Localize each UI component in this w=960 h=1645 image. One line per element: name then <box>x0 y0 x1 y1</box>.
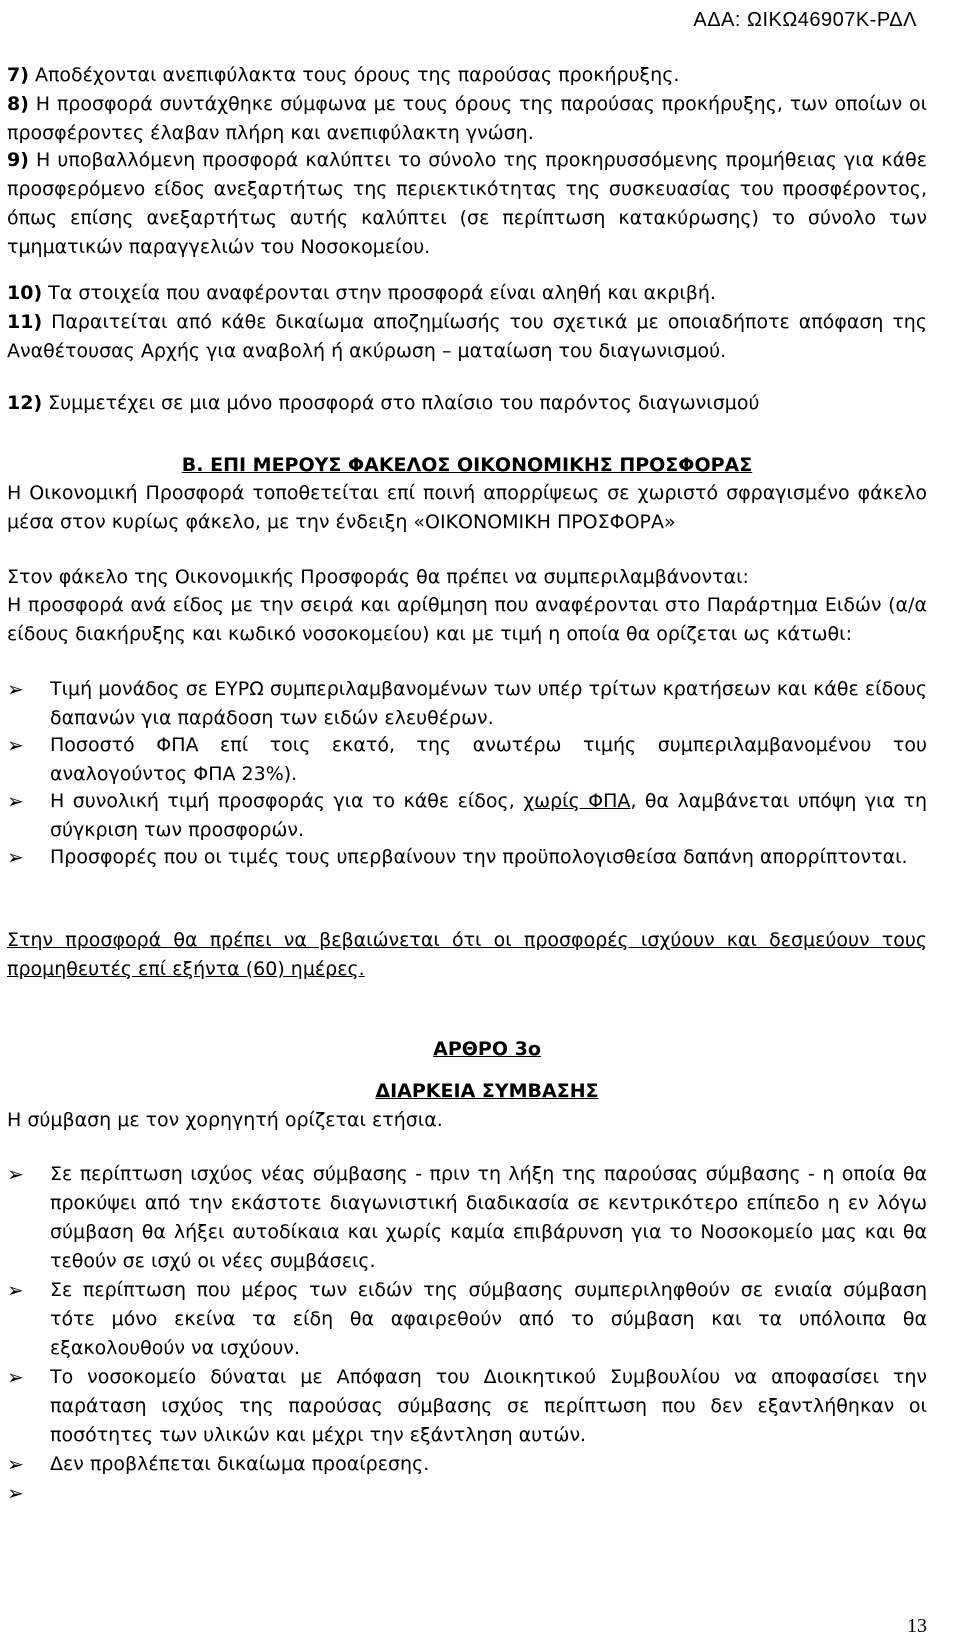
term-text: Αποδέχονται ανεπιφύλακτα τους όρους της παρούσας προκήρυξης. <box>34 64 680 86</box>
list-item: ➢ Το νοσοκομείο δύναται με Απόφαση του Διοικητικού Συμβουλίου να αποφασίσει την παράταση ισχύος της παρούσας σύμβασης σε περίπτωση που δεν εξαντλήθηκαν οι ποσότητες των υλικών και μέχρι την εξάντληση αυτών. <box>7 1365 927 1446</box>
section-b-intro: Η Οικονομική Προσφορά τοποθετείται επί ποινή απορρίψεως σε χωριστό σφραγισμένο φάκελο μέσα στον κυρίως φάκελο, με την ένδειξη «ΟΙΚΟΝΟΜΙΚΗ ΠΡΟΣΦΟΡΑ» <box>7 482 927 533</box>
bullet-arrow-icon: ➢ <box>7 1278 24 1302</box>
page-number: 13 <box>907 1615 927 1637</box>
underlined-term: χωρίς ΦΠΑ <box>523 790 631 812</box>
ada-code: ΑΔΑ: ΩΙΚΩ46907Κ-ΡΔΛ <box>693 9 917 31</box>
article-title: ΑΡΘΡΟ 3ο <box>433 1038 541 1060</box>
bullet-arrow-icon: ➢ <box>7 845 24 869</box>
term-9 <box>7 146 927 262</box>
term-number: 12) <box>7 392 43 414</box>
term-text: Η υποβαλλόμενη προσφορά καλύπτει το σύνολο της προκηρυσσόμενης προμήθειας για κάθε προσφερόμενο είδος ανεξαρτήτως της περιεκτικότητας της συσκευασίας του προσφέροντος, όπως επίσης ανεξαρτήτως αυτής καλύπτει (σε περίπτωση κατακύρωσης) το σύνολο των τμηματικών παραγγελιών του Νοσοκομείου. <box>7 149 927 258</box>
term-text: Παραιτείται από κάθε δικαίωμα αποζημίωσής του σχετικά με οποιαδήποτε απόφαση της Αναθέτουσας Αρχής για αναβολή ή ακύρωση – ματαίωση του διαγωνισμού. <box>7 311 927 362</box>
article-subtitle: ΔΙΑΡΚΕΙΑ ΣΥΜΒΑΣΗΣ <box>375 1080 599 1102</box>
bullet-arrow-icon: ➢ <box>7 1162 24 1186</box>
term-11 <box>7 308 927 366</box>
section-b-offer-line: Η προσφορά ανά είδος με την σειρά και αρίθμηση που αναφέρονται στο Παράρτημα Ειδών (α/α είδους διακήρυξης και κωδικό νοσοκομείου) και με τιμή η οποία θα ορίζεται ως κάτωθι: <box>7 594 927 645</box>
term-number: 9) <box>7 149 29 171</box>
term-number: 8) <box>7 93 29 115</box>
term-number: 7) <box>7 64 29 86</box>
list-item: ➢ Σε περίπτωση που μέρος των ειδών της σύμβασης συμπεριληφθούν σε ενιαία σύμβαση τότε μόνο εκείνα τα είδη θα αφαιρεθούν από το σύμβαση και τα υπόλοιπα θα εξακολουθούν να ισχύουν. <box>7 1278 927 1359</box>
document-page <box>7 0 927 1645</box>
bullet-arrow-icon: ➢ <box>7 1481 24 1505</box>
bullet-arrow-icon: ➢ <box>7 789 24 813</box>
term-text: Τα στοιχεία που αναφέρονται στην προσφορά είναι αληθή και ακριβή. <box>48 282 716 304</box>
list-item: ➢ Σε περίπτωση ισχύος νέας σύμβασης - πριν τη λήξη της παρούσας σύμβασης - η οποία θα προκύψει από την εκάστοτε διαγωνιστική διαδικασία σε κεντρικότερο επίπεδο η εν λόγω σύμβαση θα λήξει αυτοδίκαια και χωρίς καμία επιβάρυνση για το Νοσοκομείο μας και θα τεθούν σε ισχύ οι νέες συμβάσεις. <box>7 1162 927 1272</box>
term-number: 10) <box>7 282 43 304</box>
list-item: ➢ Τιμή μονάδος σε ΕΥΡΩ συμπεριλαμβανομένων των υπέρ τρίτων κρατήσεων και κάθε είδους δαπανών για παράδοση των ειδών ελευθέρων. <box>7 677 927 729</box>
term-12 <box>7 389 927 418</box>
offer-validity: Στην προσφορά θα πρέπει να βεβαιώνεται ότι οι προσφορές ισχύουν και δεσμεύουν τους προμηθευτές επί εξήντα (60) ημέρες. <box>7 929 927 980</box>
term-number: 11) <box>7 311 43 333</box>
bullet-arrow-icon: ➢ <box>7 677 24 701</box>
bullet-arrow-icon: ➢ <box>7 733 24 757</box>
bullet-arrow-icon: ➢ <box>7 1365 24 1389</box>
bullet-arrow-icon: ➢ <box>7 1452 24 1476</box>
term-text: Η προσφορά συντάχθηκε σύμφωνα με τους όρους της παρούσας προκήρυξης, των οποίων οι προσφέροντες έλαβαν πλήρη και ανεπιφύλακτη γνώση. <box>7 93 927 144</box>
term-10 <box>7 279 927 308</box>
article-intro: Η σύμβαση με τον χορηγητή ορίζεται ετήσια. <box>7 1109 443 1131</box>
list-item: ➢ Ποσοστό ΦΠΑ επί τοις εκατό, της ανωτέρω τιμής συμπεριλαμβανομένου του αναλογούντος ΦΠΑ 23%). <box>7 733 927 785</box>
list-item: ➢ Δεν προβλέπεται δικαίωμα προαίρεσης. <box>7 1450 927 1479</box>
section-b-contents-line: Στον φάκελο της Οικονομικής Προσφοράς θα πρέπει να συμπεριλαμβάνονται: <box>7 566 749 588</box>
term-text: Συμμετέχει σε μια μόνο προσφορά στο πλαίσιο του παρόντος διαγωνισμού <box>48 392 760 414</box>
list-item: ➢ Προσφορές που οι τιμές τους υπερβαίνουν την προϋπολογισθείσα δαπάνη απορρίπτονται. <box>7 843 927 872</box>
section-b-heading: Β. ΕΠΙ ΜΕΡΟΥΣ ΦΑΚΕΛΟΣ ΟΙΚΟΝΟΜΙΚΗΣ ΠΡΟΣΦΟΡΑΣ <box>181 454 753 476</box>
term-7 <box>7 61 927 90</box>
list-item: ➢ Η συνολική τιμή προσφοράς για το κάθε είδος, χωρίς ΦΠΑ, θα λαμβάνεται υπόψη για τη σύγκριση των προσφορών. <box>7 789 927 841</box>
term-8 <box>7 90 927 148</box>
